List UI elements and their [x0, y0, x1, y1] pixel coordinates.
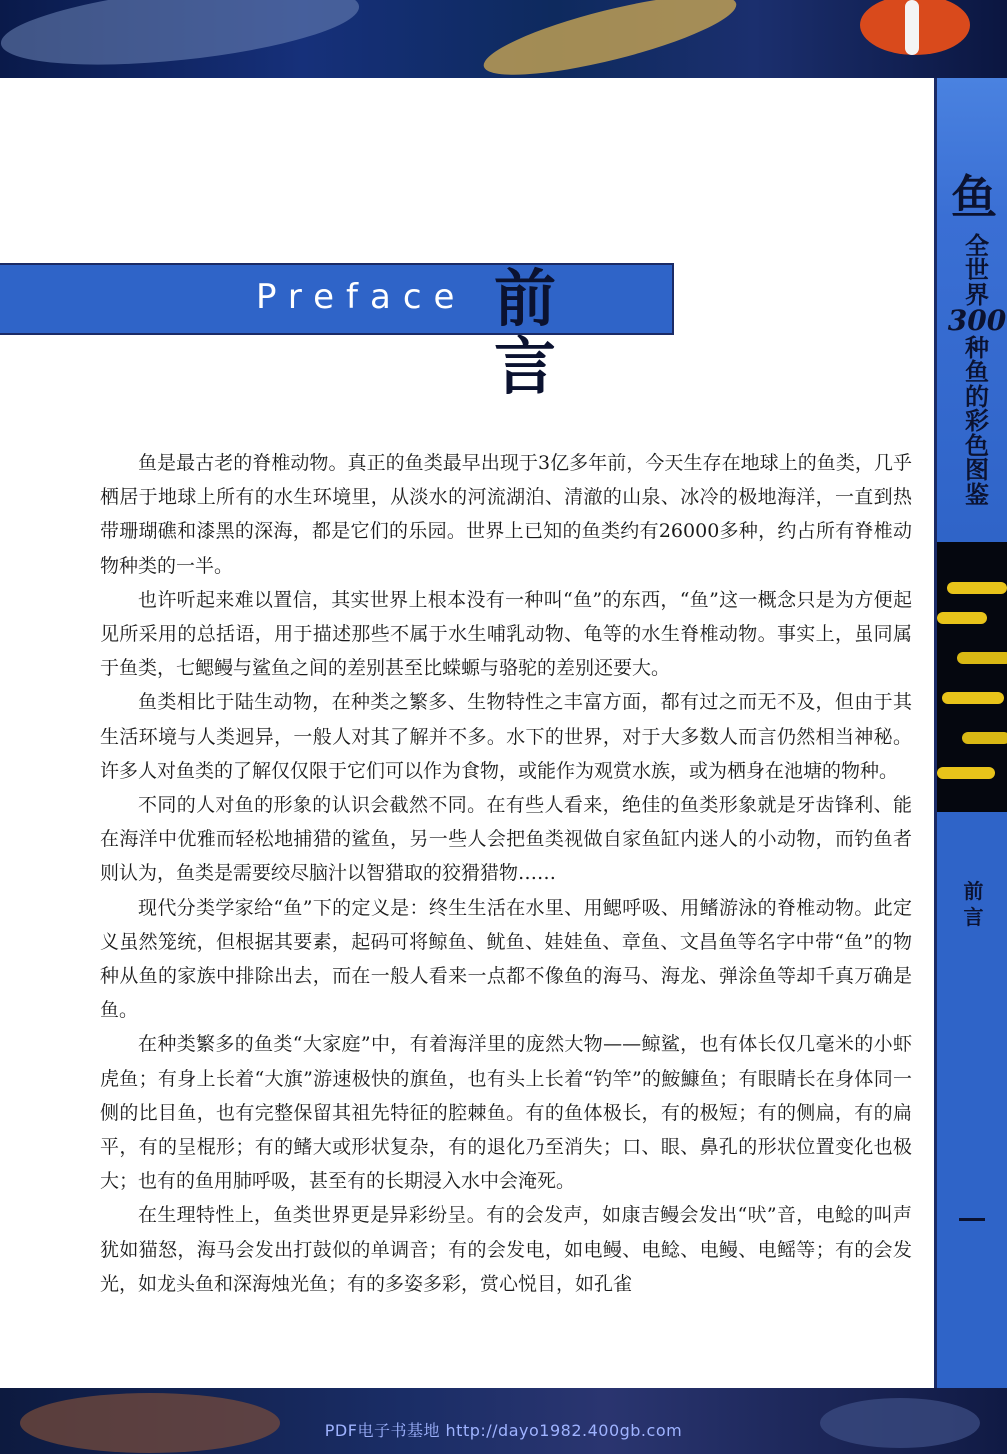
paragraph: 不同的人对鱼的形象的认识会截然不同。在有些人看来，绝佳的鱼类形象就是牙齿锋利、能在海洋中优雅而轻松地捕猎的鲨鱼，另一些人会把鱼类视做自家鱼缸内迷人的小动物，而钓鱼者则认为，鱼类是需要绞尽脑汁以智猎取的狡猾猎物……	[100, 794, 912, 885]
side-title-panel	[937, 78, 1007, 542]
arowana-image	[478, 0, 742, 78]
side-title-part1: 全世界	[965, 231, 989, 309]
preface-chinese-title: 前言	[494, 262, 585, 403]
page-number-mark	[959, 1218, 985, 1221]
paragraph: 鱼类相比于陆生动物，在种类之繁多、生物特性之丰富方面，都有过之而无不及，但由于其生活环境与人类迥异，一般人对其了解并不多。水下的世界，对于大多数人而言仍然相当神秘。许多人对鱼类的了解仅仅限于它们可以作为食物，或能作为观赏水族，或为栖身在池塘的物种。	[100, 691, 912, 782]
paragraph: 在种类繁多的鱼类“大家庭”中，有着海洋里的庞然大物——鲸鲨，也有体长仅几毫米的小虾虎鱼；有身上长着“大旗”游速极快的旗鱼，也有头上长着“钓竿”的鮟鱇鱼；有眼睛长在身体同一侧的比目鱼，也有完整保留其祖先特征的腔棘鱼。有的鱼体极长，有的极短；有的侧扁，有的扁平，有的呈棍形；有的鳍大或形状复杂，有的退化乃至消失；口、眼、鼻孔的形状位置变化也极大；也有的鱼用肺呼吸，甚至有的长期浸入水中会淹死。	[100, 1033, 912, 1193]
shark-image	[0, 0, 363, 78]
side-section-text: 前言	[963, 879, 984, 929]
side-title-part2: 种鱼的彩色图鉴	[965, 332, 989, 509]
watermark-text: PDF电子书基地 http://dayo1982.400gb.com	[324, 1421, 683, 1440]
paragraph: 鱼是最古老的脊椎动物。真正的鱼类最早出现于3亿多年前，今天生存在地球上的鱼类，几乎栖居于地球上所有的水生环境里，从淡水的河流湖泊、清澈的山泉、冰冷的极地海洋，一直到热带珊瑚礁和漆黑的深海，都是它们的乐园。世界上已知的鱼类约有26000多种，约占所有脊椎动物种类的一半。	[100, 452, 912, 577]
clownfish-stripe	[905, 0, 919, 55]
preface-body	[100, 446, 912, 1301]
side-title-number: 300	[947, 304, 1007, 338]
paragraph: 在生理特性上，鱼类世界更是异彩纷呈。有的会发声，如康吉鳗会发出“吠”音，电鲶的叫声犹如猫怒，海马会发出打鼓似的单调音；有的会发电，如电鳗、电鲶、电鳗、电鳐等；有的会发光，如龙头鱼和深海烛光鱼；有的多姿多彩，赏心悦目，如孔雀	[100, 1204, 912, 1295]
side-book-title	[947, 231, 1007, 509]
page-number	[959, 1204, 960, 1205]
preface-english-title: Preface	[256, 277, 467, 317]
side-section-label	[937, 878, 1007, 930]
preface-header	[0, 262, 674, 403]
top-ocean-banner	[0, 0, 1007, 78]
paragraph: 也许听起来难以置信，其实世界上根本没有一种叫“鱼”的东西，“鱼”这一概念只是为方便起见所采用的总括语，用于描述那些不属于水生哺乳动物、龟等的水生脊椎动物。事实上，虽同属于鱼类，七鳃鳗与鲨鱼之间的差别甚至比蝾螈与骆驼的差别还要大。	[100, 588, 912, 680]
side-strip	[934, 78, 1007, 1388]
side-fish-photo	[937, 542, 1007, 812]
side-logo-char: 鱼	[951, 170, 997, 224]
paragraph: 现代分类学家给“鱼”下的定义是：终生生活在水里、用鳃呼吸、用鳍游泳的脊椎动物。此定义虽然笼统，但根据其要素，起码可将鲸鱼、鱿鱼、娃娃鱼、章鱼、文昌鱼等名字中带“鱼”的物种从鱼的家族中排除出去，而在一般人看来一点都不像鱼的海马、海龙、弹涂鱼等却千真万确是鱼。	[100, 896, 912, 1022]
